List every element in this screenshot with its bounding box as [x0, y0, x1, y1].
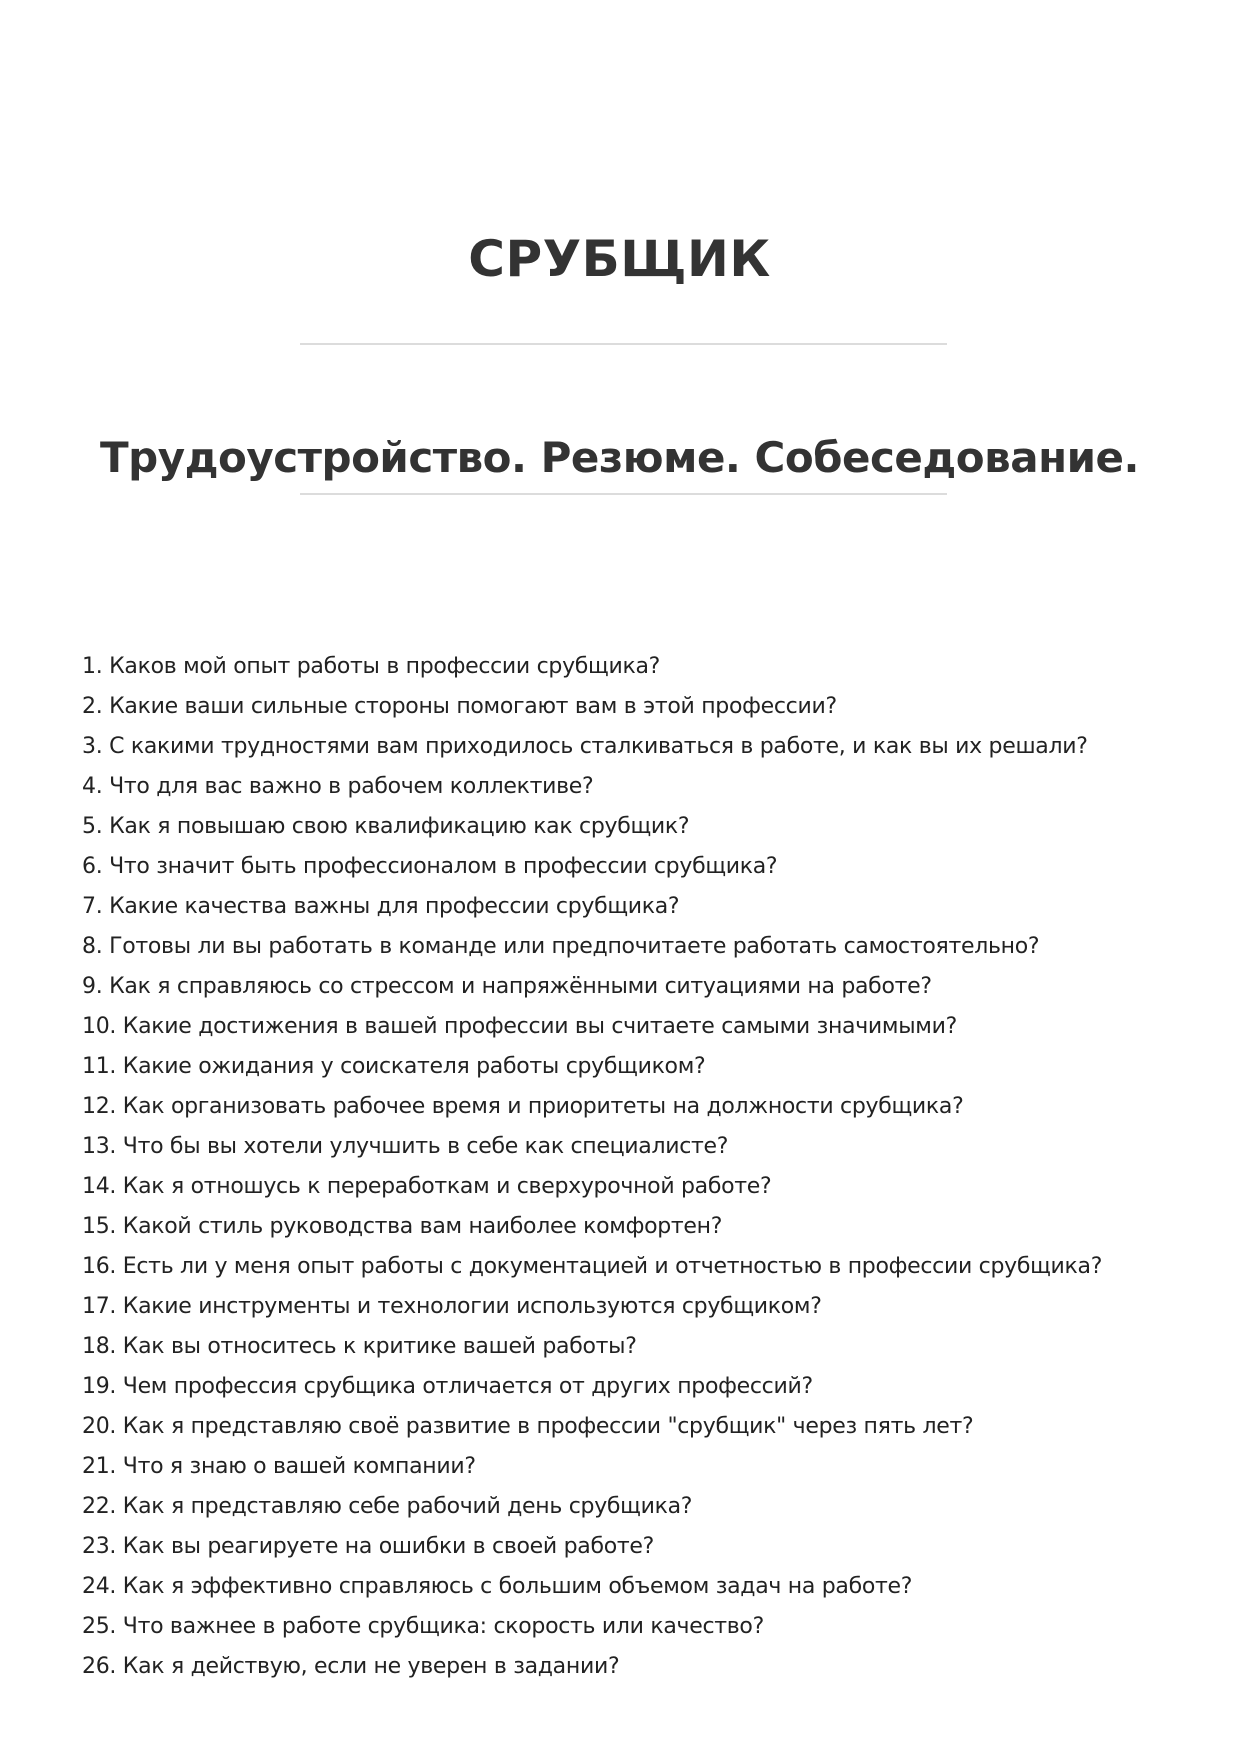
- question-item: 11. Какие ожидания у соискателя работы срубщиком?: [82, 1054, 706, 1079]
- page-title: СРУБЩИК: [468, 229, 771, 288]
- question-item: 4. Что для вас важно в рабочем коллективе?: [82, 774, 594, 799]
- question-item: 20. Как я представляю своё развитие в профессии "срубщик" через пять лет?: [82, 1414, 974, 1439]
- question-item: 23. Как вы реагируете на ошибки в своей работе?: [82, 1534, 654, 1559]
- question-item: 17. Какие инструменты и технологии используются срубщиком?: [82, 1294, 822, 1319]
- question-item: 14. Как я отношусь к переработкам и сверхурочной работе?: [82, 1174, 772, 1199]
- question-item: 21. Что я знаю о вашей компании?: [82, 1454, 476, 1479]
- question-item: 24. Как я эффективно справляюсь с большим объемом задач на работе?: [82, 1574, 913, 1599]
- divider-top: [300, 343, 947, 345]
- question-item: 5. Как я повышаю свою квалификацию как срубщик?: [82, 814, 690, 839]
- question-item: 6. Что значит быть профессионалом в профессии срубщика?: [82, 854, 778, 879]
- question-item: 22. Как я представляю себе рабочий день срубщика?: [82, 1494, 693, 1519]
- question-item: 2. Какие ваши сильные стороны помогают вам в этой профессии?: [82, 694, 837, 719]
- page-subtitle: Трудоустройство. Резюме. Собеседование.: [100, 432, 1139, 482]
- question-item: 9. Как я справляюсь со стрессом и напряжёнными ситуациями на работе?: [82, 974, 932, 999]
- question-item: 1. Каков мой опыт работы в профессии срубщика?: [82, 654, 661, 679]
- question-list: [82, 647, 1182, 1687]
- divider-bottom: [300, 493, 947, 495]
- question-item: 13. Что бы вы хотели улучшить в себе как специалисте?: [82, 1134, 729, 1159]
- question-item: 19. Чем профессия срубщика отличается от других профессий?: [82, 1374, 813, 1399]
- question-item: 26. Как я действую, если не уверен в задании?: [82, 1654, 620, 1679]
- question-item: 25. Что важнее в работе срубщика: скорость или качество?: [82, 1614, 764, 1639]
- question-item: 12. Как организовать рабочее время и приоритеты на должности срубщика?: [82, 1094, 964, 1119]
- question-item: 3. С какими трудностями вам приходилось сталкиваться в работе, и как вы их решали?: [82, 734, 1088, 759]
- question-item: 15. Какой стиль руководства вам наиболее комфортен?: [82, 1214, 723, 1239]
- question-item: 18. Как вы относитесь к критике вашей работы?: [82, 1334, 637, 1359]
- question-item: 7. Какие качества важны для профессии срубщика?: [82, 894, 680, 919]
- question-item: 8. Готовы ли вы работать в команде или предпочитаете работать самостоятельно?: [82, 934, 1040, 959]
- question-item: 10. Какие достижения в вашей профессии вы считаете самыми значимыми?: [82, 1014, 957, 1039]
- question-item: 16. Есть ли у меня опыт работы с документацией и отчетностью в профессии срубщика?: [82, 1254, 1103, 1279]
